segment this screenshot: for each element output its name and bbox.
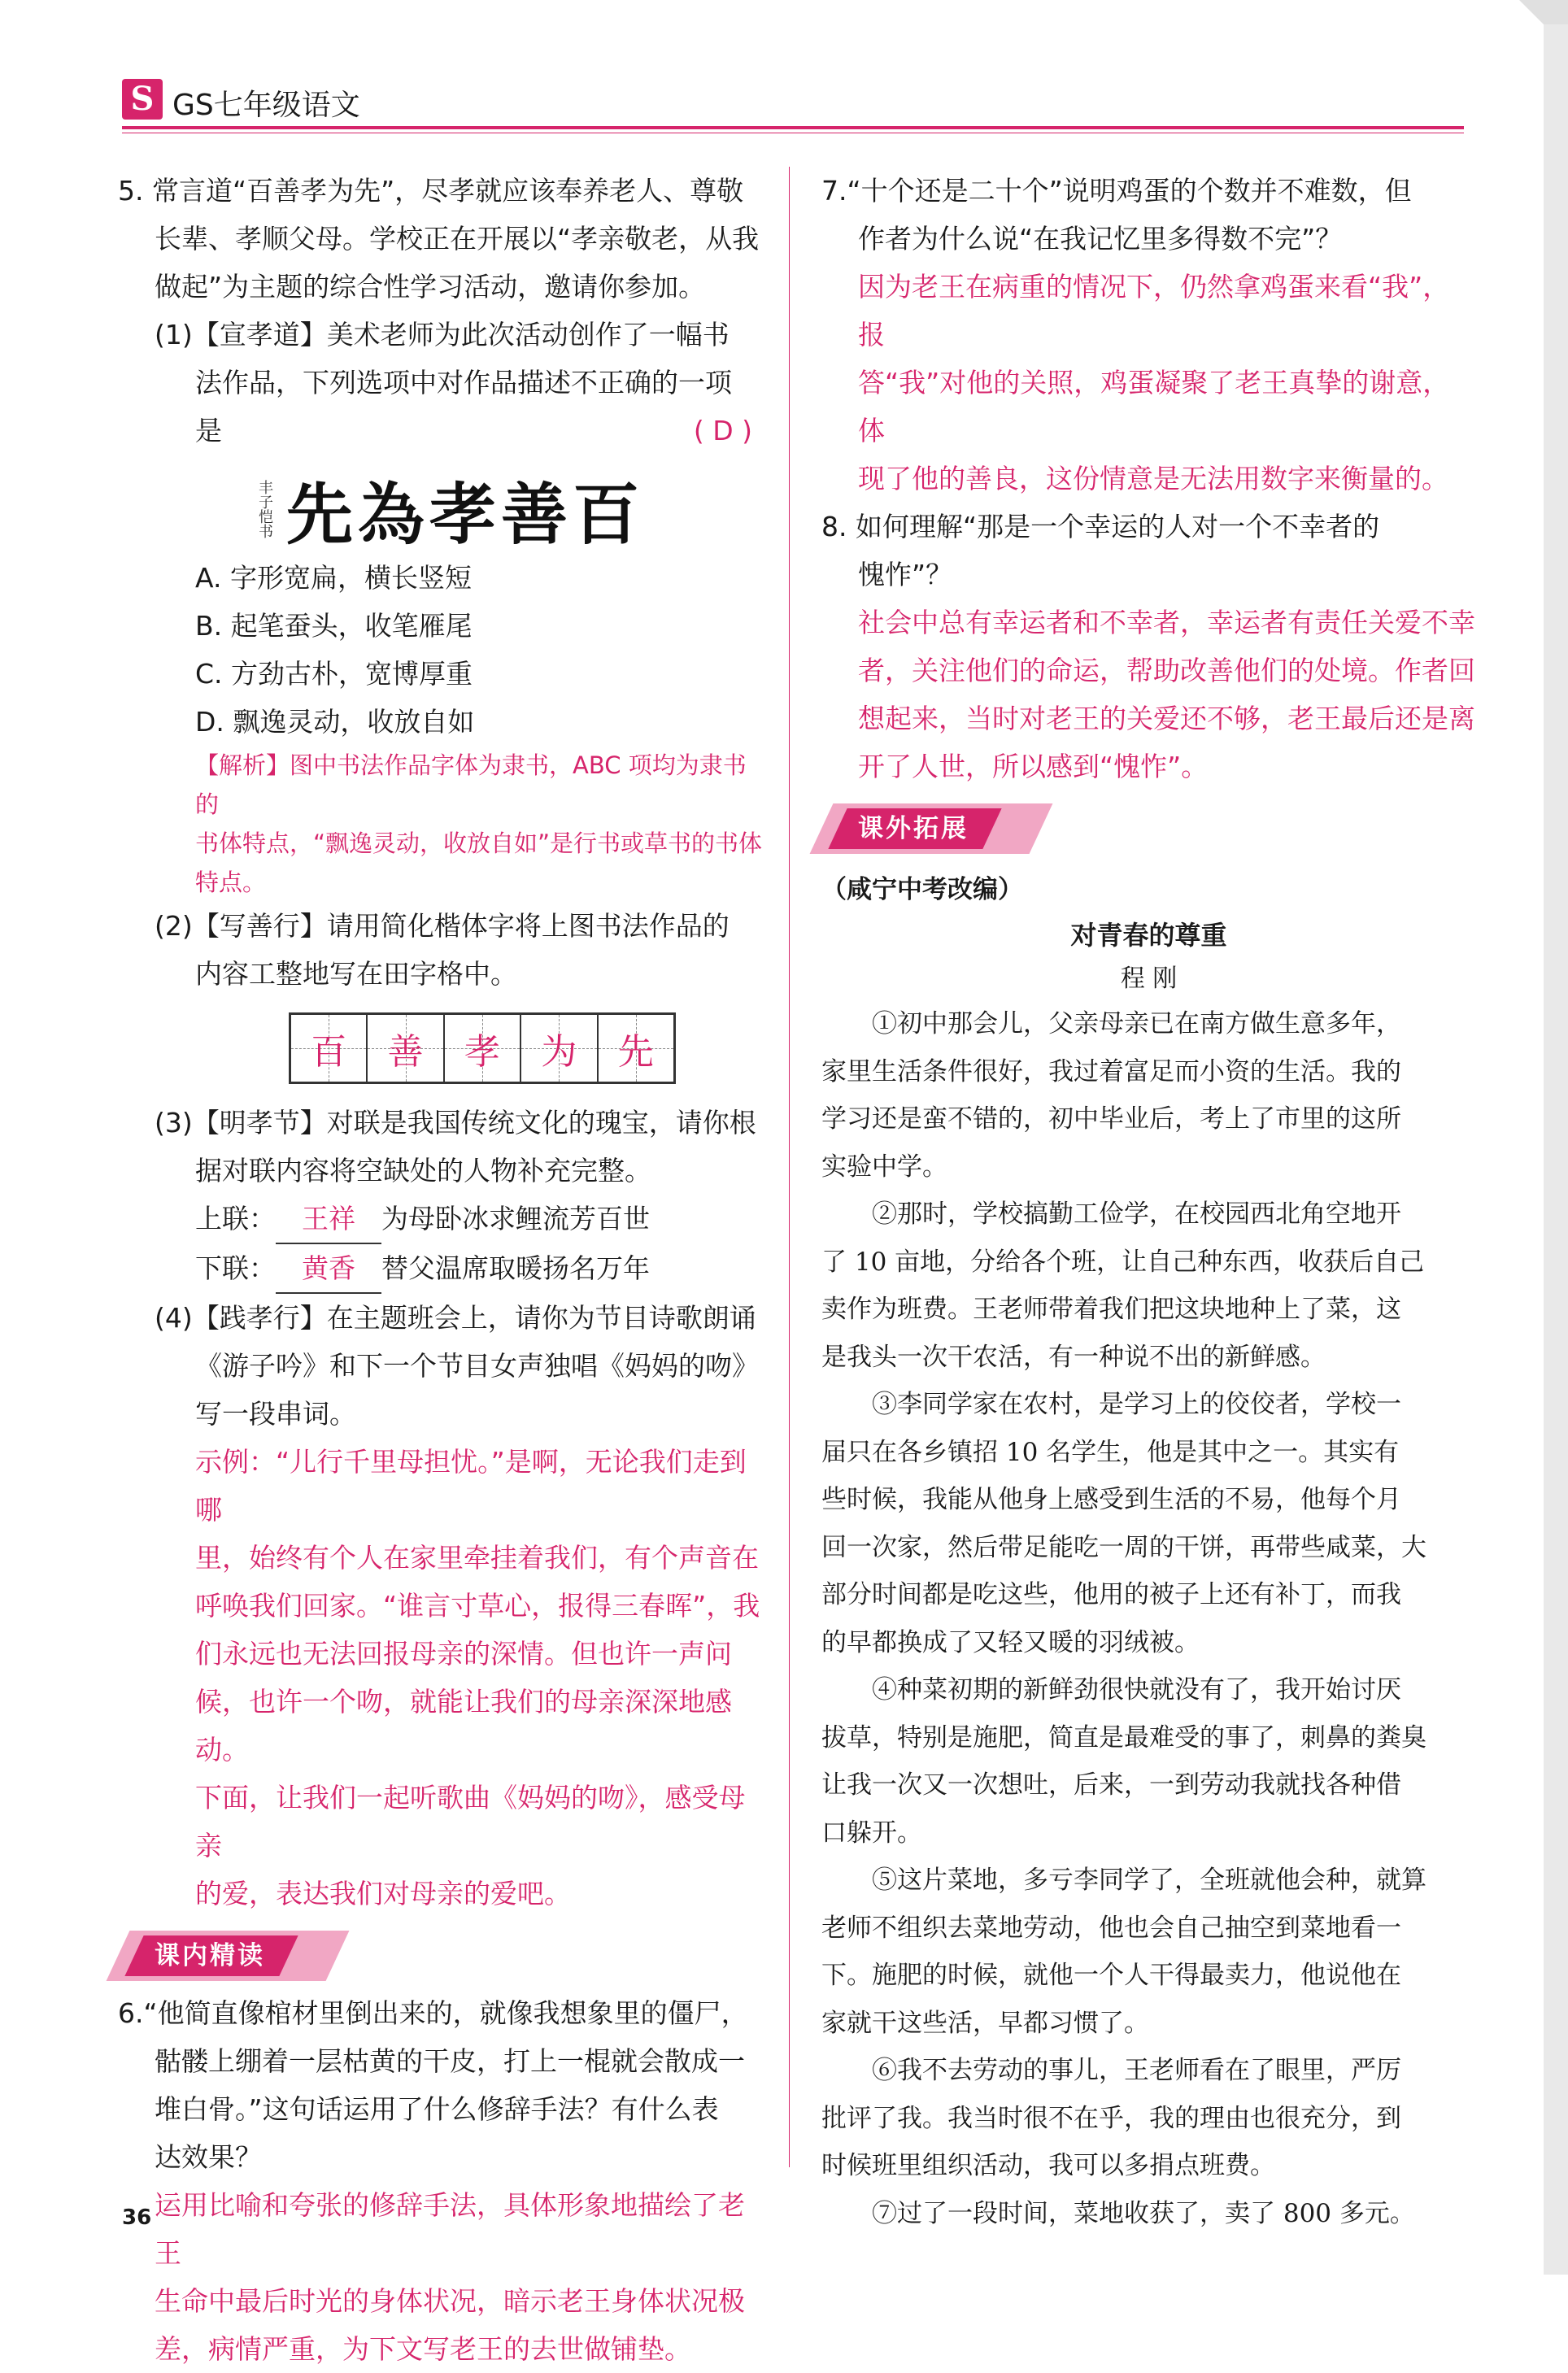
paragraph-line: 部分时间都是吃这些，他用的被子上还有补丁，而我: [821, 1580, 1401, 1609]
grid-char: 为: [541, 1031, 577, 1073]
paragraph-line: 回一次家，然后带足能吃一周的干饼，再带些咸菜，大: [821, 1532, 1426, 1562]
paragraph-line: 让我一次又一次想吐，后来，一到劳动我就找各种借: [821, 1770, 1401, 1800]
grid-char: 孝: [464, 1031, 501, 1073]
paragraph-1: [821, 1000, 1476, 1191]
paragraph-line: ②那时，学校搞勤工俭学，在校园西北角空地开: [872, 1200, 1401, 1229]
grid-cell: [599, 1015, 673, 1082]
grid-char: 百: [311, 1031, 347, 1073]
paragraph-4: [821, 1666, 1476, 1857]
q7-answer-line: 现了他的善良，这份情意是无法用数字来衡量的。: [858, 463, 1448, 494]
q5-part3-line: 据对联内容将空缺处的人物补充完整。: [195, 1155, 651, 1186]
q5-part4-answer-line: 示例：“儿行千里母担忧。”是啊，无论我们走到哪: [195, 1446, 747, 1526]
couplet-upper-text: 为母卧冰求鲤流芳百世: [381, 1203, 650, 1234]
page-header-title: GS七年级语文: [172, 89, 360, 122]
article-title: 对青春的尊重: [1070, 920, 1227, 951]
option-c: C. 方劲古朴，宽博厚重: [195, 658, 473, 690]
option-a: A. 字形宽扁，横长竖短: [195, 562, 472, 594]
right-column: [821, 167, 1476, 2237]
couplet-upper-answer: 王祥: [276, 1195, 381, 1244]
analysis-line: 书体特点，“飘逸灵动，收放自如”是行书或草书的书体: [195, 829, 763, 857]
couplet-lower-answer: 黄香: [276, 1244, 381, 1294]
couplet-lower-label: 下联：: [195, 1252, 276, 1284]
q7-stem-line: 7.“十个还是二十个”说明鸡蛋的个数并不难数，但: [821, 175, 1412, 207]
section-tag-extended-reading: [821, 803, 1045, 854]
q8-answer-line: 者，关注他们的命运，帮助改善他们的处境。作者回: [858, 655, 1475, 686]
section-tag-label: 课外拓展: [858, 814, 969, 843]
q5-part4-answer-line: 们永远也无法回报母亲的深情。但也许一声问: [195, 1638, 732, 1670]
grid-cell: [521, 1015, 598, 1082]
q6-stem-line: 达效果？: [155, 2141, 262, 2173]
couplet-upper: [118, 1195, 769, 1244]
q5-stem-line: 5. 常言道“百善孝为先”，尽孝就应该奉养老人、尊敬: [118, 175, 744, 207]
q8-answer-line: 想起来，当时对老王的关爱还不够，老王最后还是离: [858, 703, 1475, 734]
paragraph-line: ④种菜初期的新鲜劲很快就没有了，我开始讨厌: [872, 1675, 1401, 1705]
page-edge-shadow: [1544, 24, 1568, 2275]
q5-part1-line: 法作品，下列选项中对作品描述不正确的一项: [195, 367, 732, 398]
paragraph-6: [821, 2047, 1476, 2190]
paragraph-line: 时候班里组织活动，我可以多捐点班费。: [821, 2151, 1275, 2180]
page-header: [122, 77, 1464, 134]
paragraph-line: 卖作为班费。王老师带着我们把这块地种上了菜，这: [821, 1295, 1401, 1324]
paragraph-line: 些时候，我能从他身上感受到生活的不易，他每个月: [821, 1485, 1401, 1514]
paragraph-line: 实验中学。: [821, 1152, 947, 1182]
option-d: D. 飘逸灵动，收放自如: [195, 706, 475, 738]
paragraph-line: 学习还是蛮不错的，初中毕业后，考上了市里的这所: [821, 1104, 1401, 1134]
q6-answer-line: 差，病情严重，为下文写老王的去世做铺垫。: [155, 2333, 691, 2365]
analysis-line: 特点。: [195, 869, 267, 896]
answer-bracket: ( D ): [693, 415, 752, 446]
q5-stem-line: 做起”为主题的综合性学习活动，邀请你参加。: [155, 271, 706, 303]
paragraph-line: 届只在各乡镇招 10 名学生，他是其中之一。其实有: [821, 1437, 1400, 1467]
paragraph-line: ③李同学家在农村，是学习上的佼佼者，学校一: [872, 1390, 1401, 1419]
grid-cell: [291, 1015, 368, 1082]
q5-part4-answer-line: 呼唤我们回家。“谁言寸草心，报得三春晖”，我: [195, 1590, 760, 1622]
q5-part4-line: 写一段串词。: [195, 1398, 356, 1430]
q7-answer-line: 答“我”对他的关照，鸡蛋凝聚了老王真挚的谢意，体: [858, 367, 1450, 446]
grid-cell: [368, 1015, 444, 1082]
paragraph-line: 老师不组织去菜地劳动，他也会自己抽空到菜地看一: [821, 1913, 1401, 1943]
paragraph-line: 口躲开。: [821, 1818, 922, 1848]
q6-stem-line: 6.“他简直像棺材里倒出来的，就像我想象里的僵尸，: [118, 1997, 748, 2029]
couplet-lower-text: 替父温席取暖扬名万年: [381, 1252, 650, 1284]
q5-part4-line: (4)【践孝行】在主题班会上，请你为节目诗歌朗诵: [155, 1302, 756, 1334]
grid-char: 善: [387, 1031, 424, 1073]
q5-part4-answer-line: 的爱，表达我们对母亲的爱吧。: [195, 1878, 571, 1909]
paragraph-line: 家就干这些活，早都习惯了。: [821, 2008, 1149, 2038]
q5-part4-answer-line: 里，始终有个人在家里牵挂着我们，有个声音在: [195, 1542, 759, 1574]
q6-answer-line: 生命中最后时光的身体状况，暗示老王身体状况极: [155, 2285, 745, 2317]
q6-stem-line: 骷髅上绷着一层枯黄的干皮，打上一棍就会散成一: [155, 2045, 745, 2077]
paragraph-line: 家里生活条件很好，我过着富足而小资的生活。我的: [821, 1056, 1401, 1086]
publisher-logo-icon: S: [122, 79, 163, 120]
q5-part2-line: 内容工整地写在田字格中。: [195, 958, 517, 990]
paragraph-line: 是我头一次干农活，有一种说不出的新鲜感。: [821, 1342, 1326, 1372]
grid-cell: [445, 1015, 521, 1082]
section-tag-intensive-reading: [118, 1931, 342, 1981]
q5-part1-line: (1)【宣孝道】美术老师为此次活动创作了一幅书: [155, 319, 730, 351]
q5-part1-last-row: [118, 407, 769, 455]
tianzige-grid: [289, 1012, 676, 1084]
option-b: B. 起笔蚕头，收笔雁尾: [195, 610, 473, 642]
q8-stem-line: 愧怍”？: [858, 559, 953, 590]
paragraph-3: [821, 1381, 1476, 1666]
paragraph-line: ⑤这片菜地，多亏李同学了，全班就他会种，就算: [872, 1866, 1426, 1895]
calligraphy-artwork: [118, 464, 769, 554]
grid-char: 先: [617, 1031, 654, 1073]
calligraphy-inscription: 丰子恺书: [255, 480, 273, 538]
header-rule-thick: [122, 126, 1464, 129]
q5-part1-answer: [694, 407, 769, 455]
paragraph-line: ⑦过了一段时间，菜地收获了，卖了 800 多元。: [872, 2198, 1415, 2228]
q6-answer-line: 运用比喻和夸张的修辞手法，具体形象地描绘了老王: [155, 2189, 745, 2269]
paragraph-line: 批评了我。我当时很不在乎，我的理由也很充分，到: [821, 2103, 1401, 2133]
q7-stem-line: 作者为什么说“在我记忆里多得数不完”？: [858, 223, 1343, 255]
couplet-lower: [118, 1244, 769, 1294]
q5-part1-line: 是: [195, 415, 222, 446]
q5-part2-line: (2)【写善行】请用简化楷体字将上图书法作品的: [155, 910, 730, 942]
q5-part4-answer-line: 下面，让我们一起听歌曲《妈妈的吻》，感受母亲: [195, 1782, 746, 1861]
q8-answer-line: 开了人世，所以感到“愧怍”。: [858, 751, 1209, 782]
paragraph-line: 下。施肥的时候，就他一个人干得最卖力，他说他在: [821, 1961, 1401, 1990]
paragraph-line: 了 10 亩地，分给各个班，让自己种东西，收获后自己: [821, 1247, 1425, 1277]
q5-part3-line: (3)【明孝节】对联是我国传统文化的瑰宝，请你根: [155, 1107, 756, 1139]
q7-answer-line: 因为老王在病重的情况下，仍然拿鸡蛋来看“我”，报: [858, 271, 1450, 351]
q8-stem-line: 8. 如何理解“那是一个幸运的人对一个不幸者的: [821, 511, 1380, 542]
column-divider: [789, 167, 790, 2167]
article-author: 程 刚: [1120, 964, 1178, 993]
left-column: [118, 167, 769, 2373]
paragraph-line: 的早都换成了又轻又暖的羽绒被。: [821, 1627, 1200, 1657]
page-number: 36: [122, 2205, 152, 2230]
paragraph-line: 拔草，特别是施肥，简直是最难受的事了，刺鼻的粪臭: [821, 1722, 1426, 1753]
calligraphy-text: 先為孝善百: [285, 475, 644, 554]
paragraph-line: ⑥我不去劳动的事儿，王老师看在了眼里，严厉: [872, 2056, 1401, 2085]
q5-part4-answer-line: 候，也许一个吻，就能让我们的母亲深深地感动。: [195, 1686, 732, 1766]
analysis-line: 【解析】图中书法作品字体为隶书，ABC 项均为隶书的: [195, 751, 747, 818]
couplet-upper-label: 上联：: [195, 1203, 276, 1234]
q5-part4-line: 《游子吟》和下一个节目女声独唱《妈妈的吻》: [195, 1350, 759, 1382]
paragraph-7: [821, 2190, 1476, 2238]
article-source: （咸宁中考改编）: [821, 875, 1023, 904]
q5-stem-line: 长辈、孝顺父母。学校正在开展以“孝亲敬老，从我: [155, 223, 760, 255]
q8-answer-line: 社会中总有幸运者和不幸者，幸运者有责任关爱不幸: [858, 607, 1475, 638]
paragraph-2: [821, 1191, 1476, 1381]
section-tag-label: 课内精读: [155, 1941, 265, 1970]
q6-stem-line: 堆白骨。”这句话运用了什么修辞手法？有什么表: [155, 2093, 719, 2125]
paragraph-5: [821, 1857, 1476, 2047]
paragraph-line: ①初中那会儿，父亲母亲已在南方做生意多年，: [872, 1009, 1401, 1038]
